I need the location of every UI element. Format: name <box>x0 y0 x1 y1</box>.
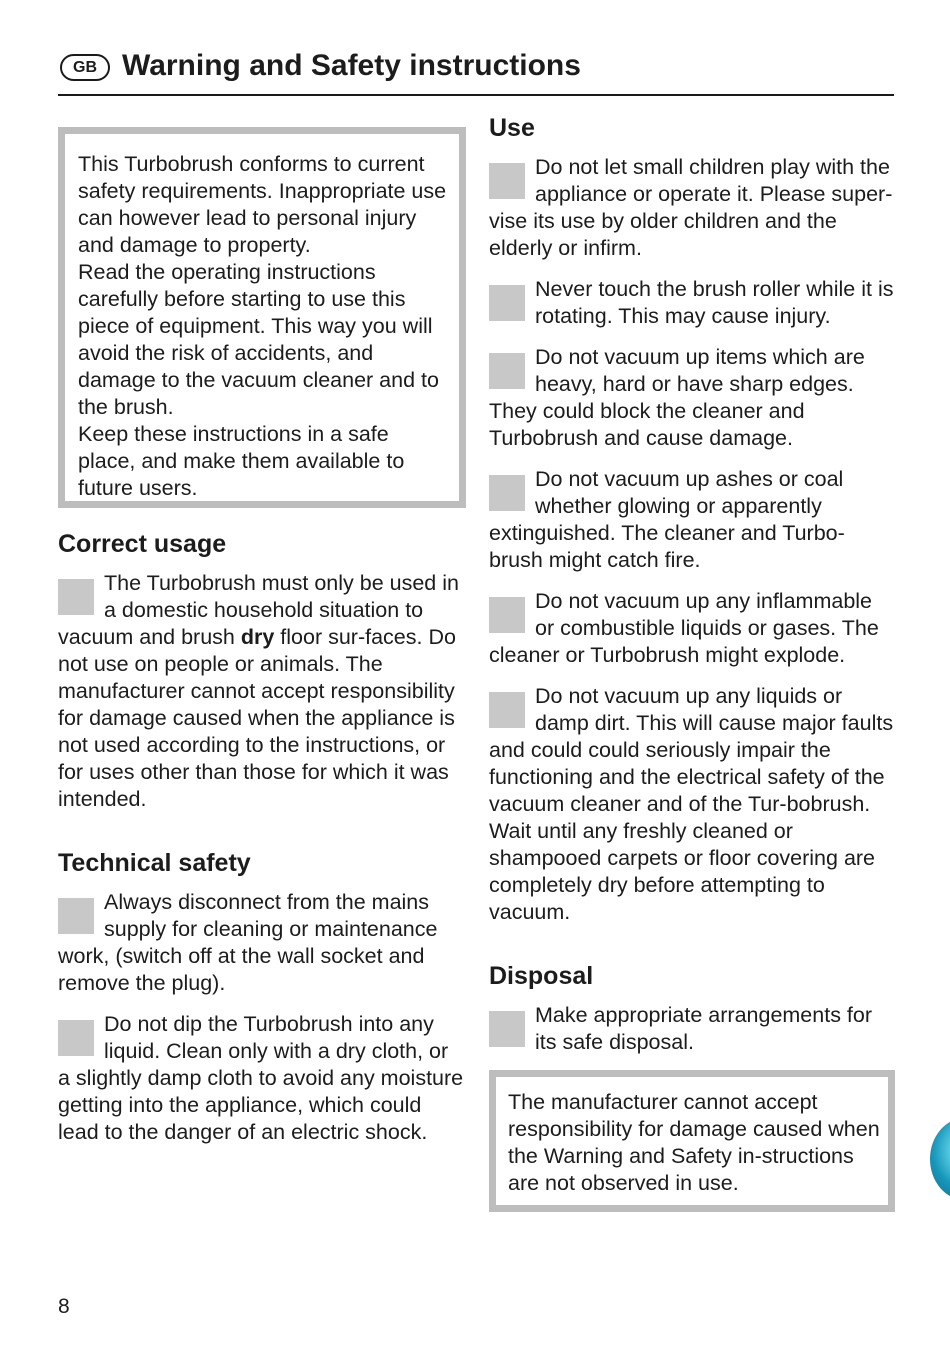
bullet-square-icon <box>489 285 525 321</box>
intro-notice-box <box>58 127 466 508</box>
bullet-square-icon <box>489 163 525 199</box>
page-number: 8 <box>58 1295 70 1318</box>
section-disposal <box>489 960 895 1056</box>
intro-paragraph: Keep these instructions in a safe place, and make them available to future users. <box>78 422 405 500</box>
item-text: The Turbobrush must only be used in a domestic household situation to vacuum and brush <box>58 571 459 649</box>
page-title: Warning and Safety instructions <box>122 49 581 82</box>
list-item <box>58 570 466 813</box>
list-item <box>489 1002 895 1056</box>
section-use <box>489 112 895 926</box>
bullet-square-icon <box>58 579 94 615</box>
bullet-square-icon <box>489 353 525 389</box>
bullet-square-icon <box>58 1020 94 1056</box>
section-heading: Correct usage <box>58 530 227 558</box>
item-text: Do not vacuum up ashes or coal whether glowing or apparently extinguished. The cleaner and Turbo-brush might catch fire. <box>489 467 845 572</box>
item-text: Do not dip the Turbobrush into any liquid. Clean only with a dry cloth, or a slightly damp cloth to avoid any moisture getting into the appliance, which could lead to the danger of an electric shock. <box>58 1012 464 1144</box>
left-column <box>58 127 466 1180</box>
list-item <box>58 889 466 997</box>
item-text: Do not vacuum up any liquids or damp dirt. This will cause major faults and could could seriously impair the functioning and the electrical safety of the vacuum cleaner and of the Tur-bobrush. Wait until any freshly cleaned or shampooed carpets or floor covering are completely dry before attempting to vacuum. <box>489 684 894 924</box>
bullet-square-icon <box>489 692 525 728</box>
item-text: Always disconnect from the mains supply for cleaning or maintenance work, (switch off at the wall socket and remove the plug). <box>58 890 438 995</box>
item-text: Do not let small children play with the appliance or operate it. Please super-vise its use by older children and the elderly or infirm. <box>489 155 893 260</box>
bullet-square-icon <box>58 898 94 934</box>
section-heading: Technical safety <box>58 849 251 877</box>
section-heading: Use <box>489 114 535 142</box>
item-text: Do not vacuum up any inflammable or combustible liquids or gases. The cleaner or Turbobrush might explode. <box>489 589 879 667</box>
list-item <box>489 154 895 262</box>
section-correct-usage <box>58 528 466 813</box>
page-header <box>58 44 894 96</box>
section-heading: Disposal <box>489 962 594 990</box>
list-item <box>489 683 895 926</box>
section-technical-safety <box>58 847 466 1146</box>
liability-notice-text: The manufacturer cannot accept responsibility for damage caused when the Warning and Safety in-structions are not observed in use. <box>508 1090 880 1195</box>
liability-notice-box <box>489 1070 895 1212</box>
intro-paragraph: This Turbobrush conforms to current safety requirements. Inappropriate use can however lead to personal injury and damage to property. <box>78 152 447 257</box>
list-item <box>489 588 895 669</box>
item-text: floor sur-faces. Do not use on people or animals. The manufacturer cannot accept responsibility for damage caused when the appliance is not used according to the instructions, or for uses other than those for which it was intended. <box>58 625 456 811</box>
bullet-square-icon <box>489 475 525 511</box>
intro-paragraph: Read the operating instructions carefully before starting to use this piece of equipment. This way you will avoid the risk of accidents, and damage to the vacuum cleaner and to the brush. <box>78 260 439 419</box>
bold-emphasis: dry <box>240 625 275 649</box>
item-text: Do not vacuum up items which are heavy, hard or have sharp edges. They could block the cleaner and Turbobrush and cause damage. <box>489 345 865 450</box>
right-column <box>489 112 895 1212</box>
language-badge: GB <box>60 54 110 81</box>
bullet-square-icon <box>489 597 525 633</box>
tab-marker-icon <box>930 1118 950 1200</box>
list-item <box>489 276 895 330</box>
list-item <box>489 344 895 452</box>
item-text: Never touch the brush roller while it is rotating. This may cause injury. <box>535 277 894 328</box>
list-item <box>58 1011 466 1146</box>
bullet-square-icon <box>489 1011 525 1047</box>
list-item <box>489 466 895 574</box>
item-text: Make appropriate arrangements for its safe disposal. <box>535 1003 873 1054</box>
